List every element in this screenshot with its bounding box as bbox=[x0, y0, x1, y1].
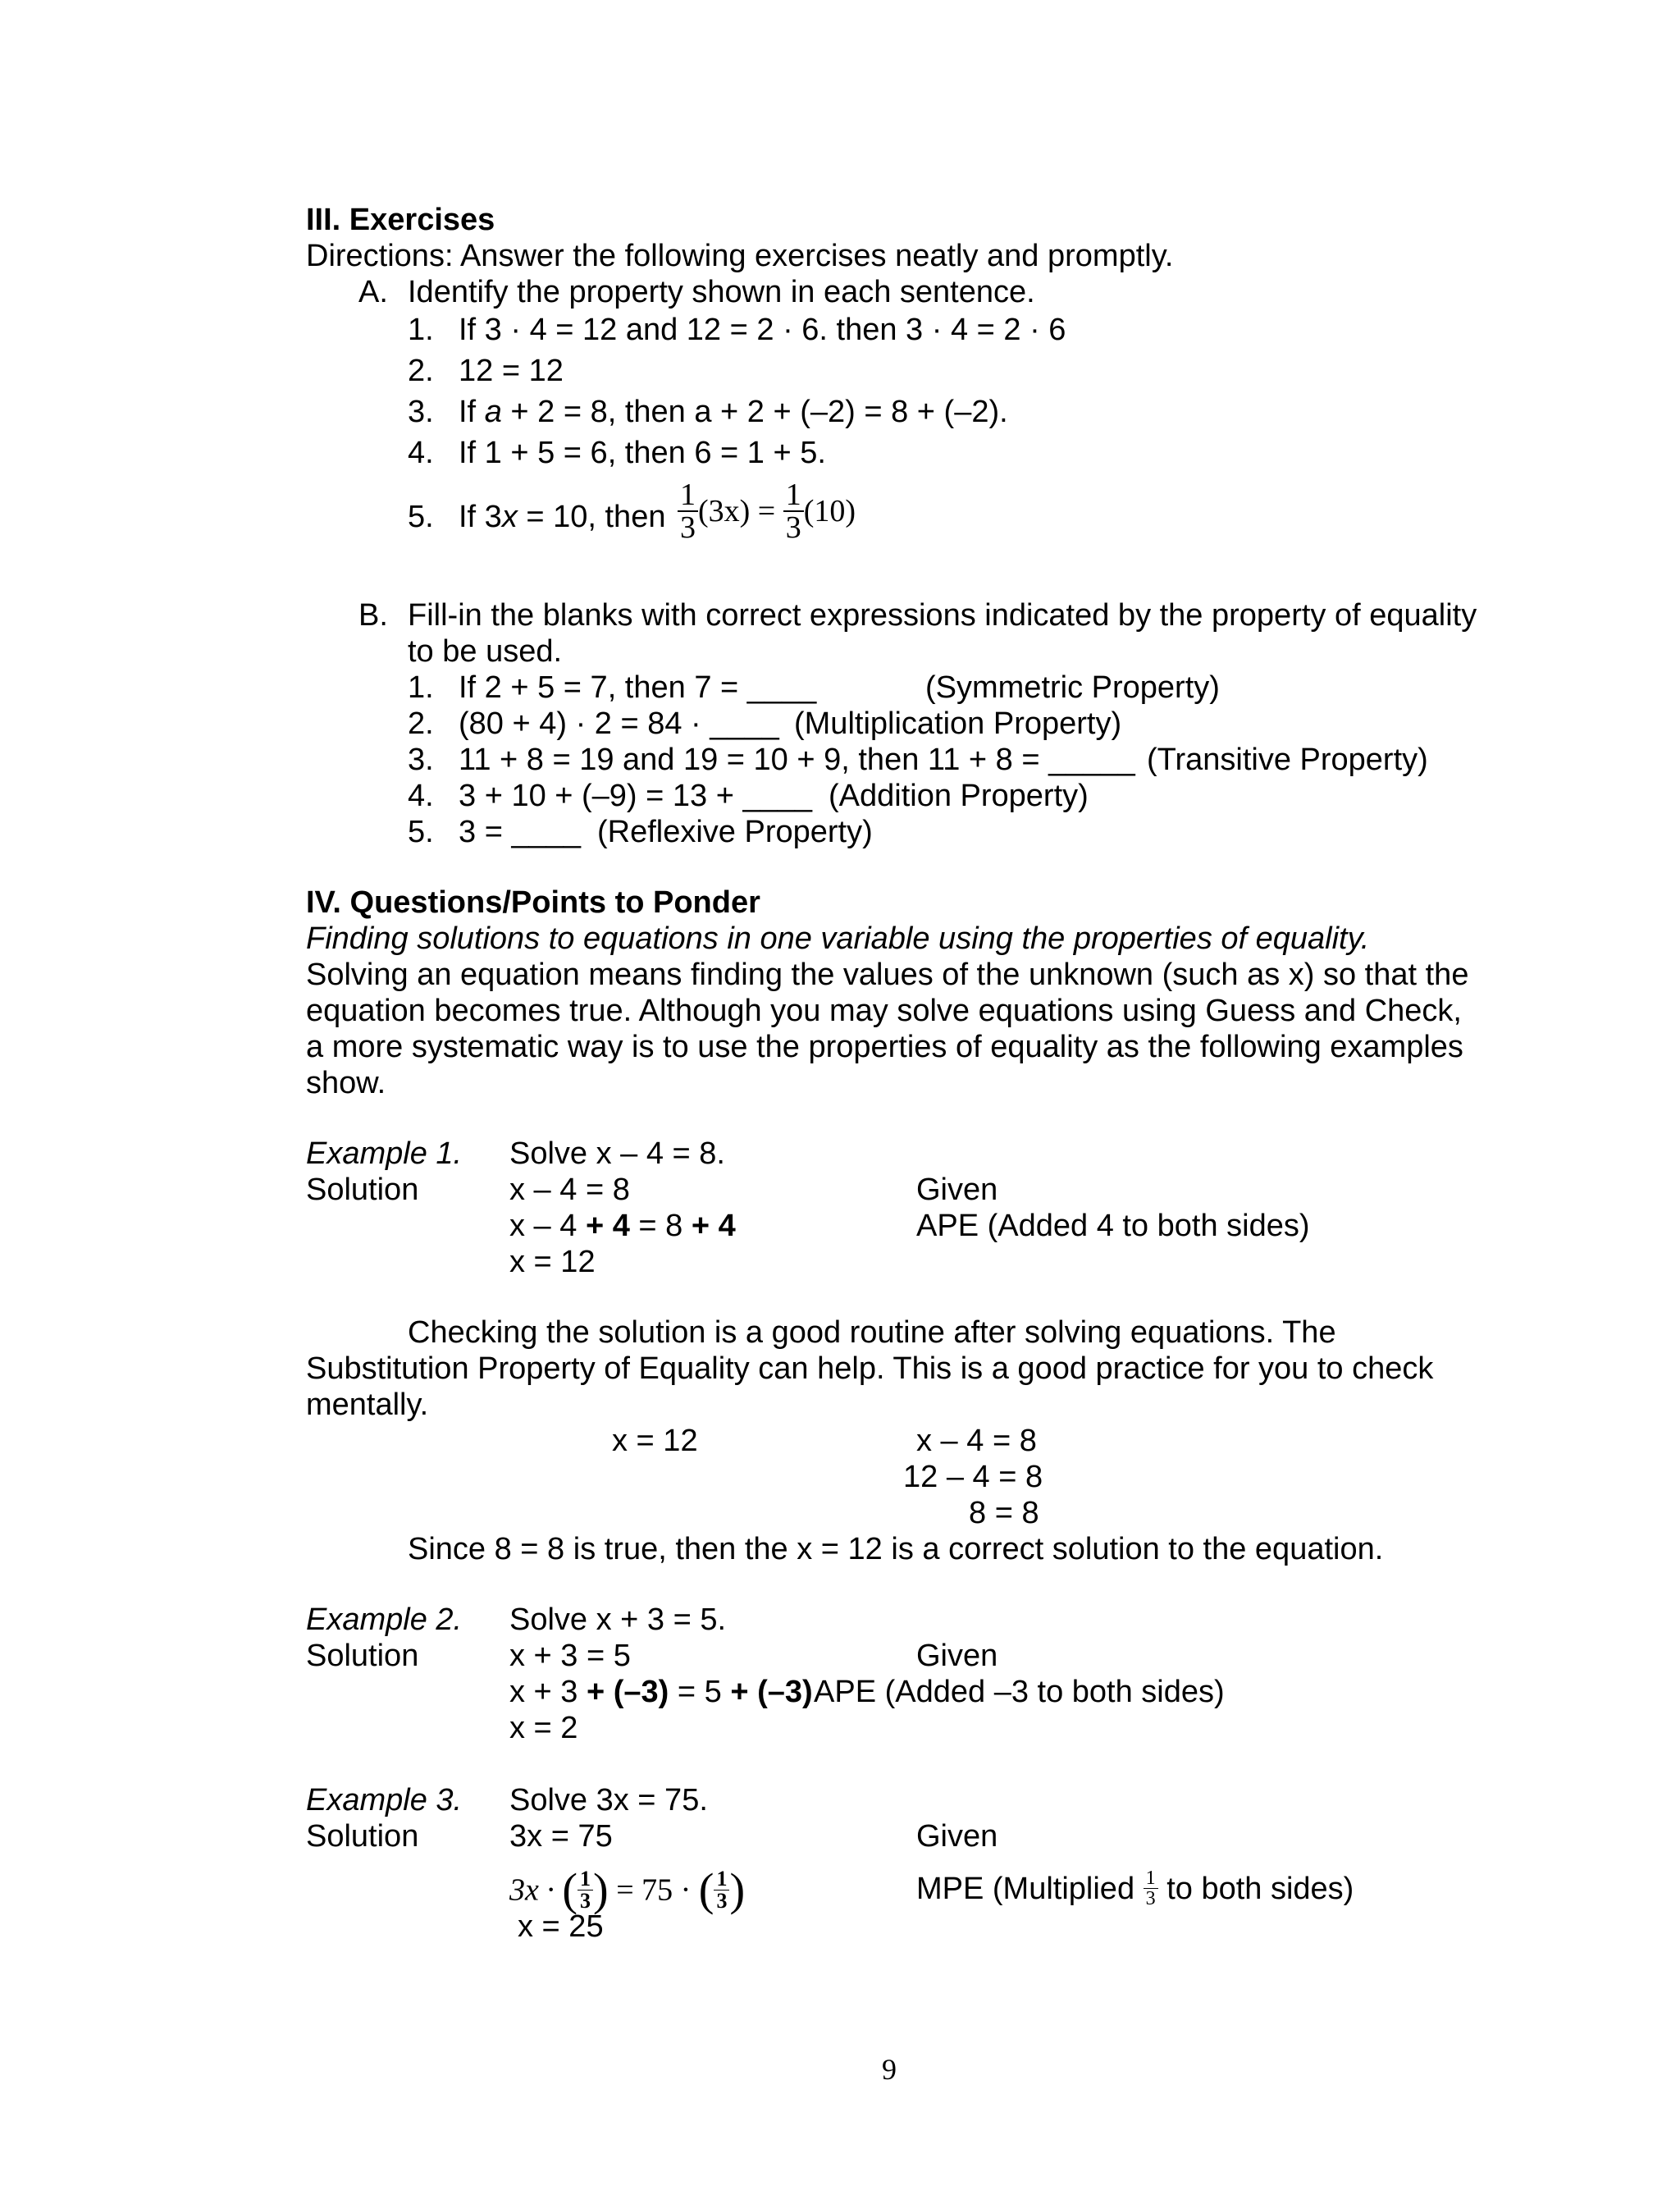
example-1-reason-2: APE (Added 4 to both sides) bbox=[916, 1209, 1310, 1243]
example-1-step-1: x – 4 = 8 bbox=[509, 1173, 630, 1207]
example-3-step-2: 3x · ( $\frac{1}{3}$ ) = 75 · ( $\frac{1}{3}$ ) bbox=[509, 1864, 746, 1916]
b-item-4-text: 3 + 10 + (–9) = 13 + ____ bbox=[459, 779, 813, 813]
check-line-1: x – 4 = 8 bbox=[916, 1424, 1037, 1458]
b-item-1-property: (Symmetric Property) bbox=[925, 670, 1220, 705]
page-number: 9 bbox=[882, 2053, 897, 2086]
paragraph-line-4: show. bbox=[306, 1066, 386, 1100]
section-title-ponder: IV. Questions/Points to Ponder bbox=[306, 885, 760, 920]
b-item-1-number: 1. bbox=[408, 670, 434, 705]
example-1-problem: Solve x – 4 = 8. bbox=[509, 1136, 725, 1171]
part-a-label: A. bbox=[358, 275, 388, 309]
directions-text: Directions: Answer the following exercises neatly and promptly. bbox=[306, 239, 1174, 273]
example-3-reason-1: Given bbox=[916, 1819, 998, 1854]
b-item-5-property: (Reflexive Property) bbox=[597, 815, 873, 849]
a-item-5-equation: $\frac{1}{3}$ (3x) = $\frac{1}{3}$ (10) bbox=[678, 479, 856, 543]
paragraph-line-1: Solving an equation means finding the values of the unknown (such as x) so that the bbox=[306, 958, 1469, 992]
a-item-2-number: 2. bbox=[408, 354, 434, 388]
fraction-one-third: $\frac{1}{3}$ bbox=[1144, 1868, 1158, 1909]
check-paragraph-line-1: Checking the solution is a good routine after solving equations. The bbox=[408, 1315, 1336, 1350]
check-paragraph-line-2: Substitution Property of Equality can help. This is a good practice for you to check bbox=[306, 1351, 1434, 1386]
b-item-4-property: (Addition Property) bbox=[829, 779, 1089, 813]
example-2-label: Example 2. bbox=[306, 1602, 463, 1637]
a-item-3-text: If a + 2 = 8, then a + 2 + (–2) = 8 + (–2). bbox=[459, 395, 1008, 429]
example-3-solution-label: Solution bbox=[306, 1819, 419, 1854]
check-line-2: 12 – 4 = 8 bbox=[903, 1460, 1043, 1494]
example-2-step-2: x + 3 + (–3) = 5 + (–3) bbox=[509, 1675, 813, 1709]
a-item-4-number: 4. bbox=[408, 436, 434, 470]
example-2-reason-1: Given bbox=[916, 1639, 998, 1673]
b-item-3-property: (Transitive Property) bbox=[1147, 743, 1428, 777]
b-item-2-property: (Multiplication Property) bbox=[794, 706, 1122, 741]
check-given-value: x = 12 bbox=[612, 1424, 698, 1458]
a-item-2-text: 12 = 12 bbox=[459, 354, 564, 388]
a-item-1-number: 1. bbox=[408, 313, 434, 347]
a-item-5-text: If 3x = 10, then bbox=[459, 500, 666, 534]
example-3-label: Example 3. bbox=[306, 1783, 463, 1817]
example-2-solution-label: Solution bbox=[306, 1639, 419, 1673]
paragraph-line-3: a more systematic way is to use the properties of equality as the following examples bbox=[306, 1030, 1463, 1064]
example-2-problem: Solve x + 3 = 5. bbox=[509, 1602, 727, 1637]
b-item-4-number: 4. bbox=[408, 779, 434, 813]
b-item-3-text: 11 + 8 = 19 and 19 = 10 + 9, then 11 + 8 = _____ bbox=[459, 743, 1135, 777]
a-item-5-number: 5. bbox=[408, 500, 434, 534]
b-item-5-text: 3 = ____ bbox=[459, 815, 581, 849]
a-item-1-text: If 3 · 4 = 12 and 12 = 2 · 6. then 3 · 4 = 2 · 6 bbox=[459, 313, 1066, 347]
part-b-instruction-line1: Fill-in the blanks with correct expressions indicated by the property of equality bbox=[408, 598, 1477, 633]
section-subtitle: Finding solutions to equations in one variable using the properties of equality. bbox=[306, 921, 1370, 956]
example-1-step-2: x – 4 + 4 = 8 + 4 bbox=[509, 1209, 736, 1243]
part-b-label: B. bbox=[358, 598, 388, 633]
part-a-instruction: Identify the property shown in each sentence. bbox=[408, 275, 1035, 309]
b-item-1-text: If 2 + 5 = 7, then 7 = ____ bbox=[459, 670, 817, 705]
a-item-4-text: If 1 + 5 = 6, then 6 = 1 + 5. bbox=[459, 436, 826, 470]
paragraph-line-2: equation becomes true. Although you may solve equations using Guess and Check, bbox=[306, 994, 1462, 1028]
example-3-reason-2: MPE (Multiplied $\frac{1}{3}$ to both sides) bbox=[916, 1868, 1354, 1910]
example-3-problem: Solve 3x = 75. bbox=[509, 1783, 708, 1817]
example-1-label: Example 1. bbox=[306, 1136, 463, 1171]
example-2-reason-2: APE (Added –3 to both sides) bbox=[814, 1675, 1225, 1709]
part-b-instruction-line2: to be used. bbox=[408, 634, 563, 669]
example-2-step-3: x = 2 bbox=[509, 1711, 578, 1745]
b-item-3-number: 3. bbox=[408, 743, 434, 777]
b-item-2-number: 2. bbox=[408, 706, 434, 741]
b-item-2-text: (80 + 4) · 2 = 84 · ____ bbox=[459, 706, 779, 741]
check-conclusion: Since 8 = 8 is true, then the x = 12 is a correct solution to the equation. bbox=[408, 1532, 1384, 1566]
example-2-step-1: x + 3 = 5 bbox=[509, 1639, 631, 1673]
check-line-3: 8 = 8 bbox=[969, 1496, 1039, 1530]
a-item-3-number: 3. bbox=[408, 395, 434, 429]
fraction-one-third: $\frac{1}{3}$ bbox=[678, 479, 698, 543]
example-1-reason-1: Given bbox=[916, 1173, 998, 1207]
fraction-one-third: $\frac{1}{3}$ bbox=[783, 479, 804, 543]
fraction-one-third: $\frac{1}{3}$ bbox=[578, 1868, 593, 1912]
example-1-solution-label: Solution bbox=[306, 1173, 419, 1207]
example-3-step-1: 3x = 75 bbox=[509, 1819, 613, 1854]
b-item-5-number: 5. bbox=[408, 815, 434, 849]
fraction-one-third: $\frac{1}{3}$ bbox=[714, 1868, 729, 1912]
example-3-step-3: x = 25 bbox=[518, 1909, 604, 1944]
check-paragraph-line-3: mentally. bbox=[306, 1388, 429, 1422]
section-title-exercises: III. Exercises bbox=[306, 203, 495, 237]
example-1-step-3: x = 12 bbox=[509, 1245, 596, 1279]
